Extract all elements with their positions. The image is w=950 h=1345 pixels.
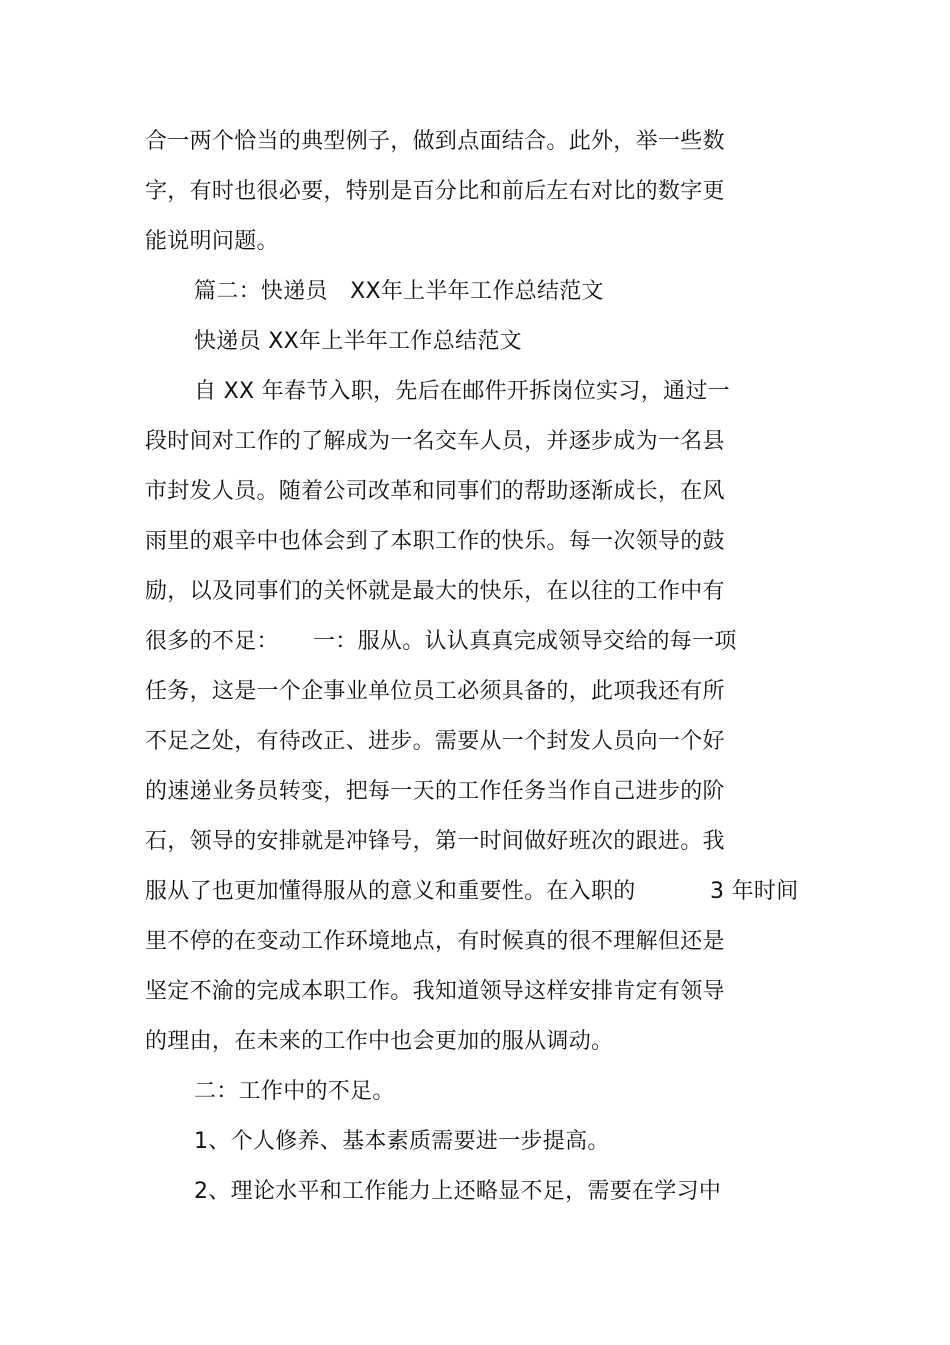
paragraph-line: 励，以及同事们的关怀就是最大的快乐，在以往的工作中有	[145, 579, 725, 604]
paragraph-line: 能说明问题。	[145, 229, 279, 254]
paragraph-line: 的理由，在未来的工作中也会更加的服从调动。	[145, 1029, 614, 1054]
section-heading: 篇二：快递员 XX年上半年工作总结范文	[194, 279, 604, 304]
line-segment: 一：服从。认认真真完成领导交给的每一项	[313, 629, 737, 654]
paragraph-line: 合一两个恰当的典型例子，做到点面结合。此外，举一些数	[145, 129, 725, 154]
paragraph-line: 里不停的在变动工作环境地点，有时候真的很不理解但还是	[145, 929, 725, 954]
paragraph-line: 不足之处，有待改正、进步。需要从一个封发人员向一个好	[145, 729, 725, 754]
line-segment: 服从了也更加懂得服从的意义和重要性。在入职的	[145, 879, 636, 904]
paragraph-line: 字，有时也很必要，特别是百分比和前后左右对比的数字更	[145, 179, 725, 204]
line-segment: 很多的不足：	[145, 629, 279, 654]
paragraph-line: 自 XX 年春节入职，先后在邮件开拆岗位实习，通过一	[194, 379, 730, 404]
paragraph-line: 段时间对工作的了解成为一名交车人员，并逐步成为一名县	[145, 429, 725, 454]
paragraph-line: 市封发人员。随着公司改革和同事们的帮助逐渐成长，在风	[145, 479, 725, 504]
paragraph-line: 石，领导的安排就是冲锋号，第一时间做好班次的跟进。我	[145, 829, 725, 854]
document-title: 快递员 XX年上半年工作总结范文	[194, 329, 522, 354]
list-item: 2、理论水平和工作能力上还略显不足，需要在学习中	[194, 1179, 722, 1204]
paragraph-line: 雨里的艰辛中也体会到了本职工作的快乐。每一次领导的鼓	[145, 529, 725, 554]
list-item: 1、个人修养、基本素质需要进一步提高。	[194, 1129, 610, 1154]
paragraph-line: 坚定不渝的完成本职工作。我知道领导这样安排肯定有领导	[145, 979, 725, 1004]
line-segment: 3 年时间	[710, 879, 799, 904]
paragraph-line: 的速递业务员转变，把每一天的工作任务当作自己进步的阶	[145, 779, 725, 804]
section-heading: 二：工作中的不足。	[194, 1079, 395, 1104]
paragraph-line: 任务，这是一个企事业单位员工必须具备的，此项我还有所	[145, 679, 725, 704]
